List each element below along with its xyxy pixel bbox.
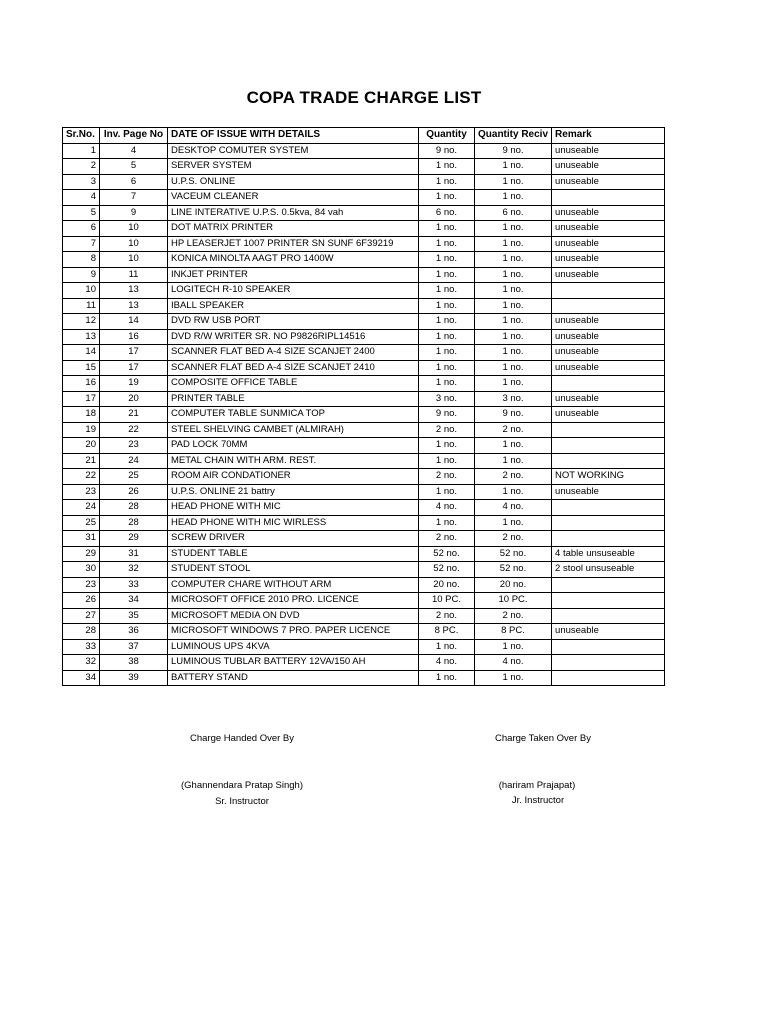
cell-remark: unuseable xyxy=(552,267,665,283)
table-row xyxy=(63,391,665,407)
cell-sr-no: 1 xyxy=(63,143,100,159)
cell-inv-page-no: 17 xyxy=(100,360,168,376)
table-row xyxy=(63,500,665,516)
cell-inv-page-no: 37 xyxy=(100,639,168,655)
table-row xyxy=(63,298,665,314)
cell-details: SCANNER FLAT BED A-4 SIZE SCANJET 2400 xyxy=(168,345,419,361)
table-row xyxy=(63,655,665,671)
cell-remark: unuseable xyxy=(552,314,665,330)
cell-inv-page-no: 10 xyxy=(100,236,168,252)
cell-sr-no: 22 xyxy=(63,469,100,485)
cell-sr-no: 6 xyxy=(63,221,100,237)
table-row xyxy=(63,484,665,500)
cell-sr-no: 33 xyxy=(63,639,100,655)
cell-quantity-received: 9 no. xyxy=(475,143,552,159)
cell-inv-page-no: 32 xyxy=(100,562,168,578)
cell-sr-no: 21 xyxy=(63,453,100,469)
cell-quantity: 2 no. xyxy=(419,608,475,624)
cell-quantity-received: 1 no. xyxy=(475,453,552,469)
cell-quantity-received: 3 no. xyxy=(475,391,552,407)
cell-sr-no: 30 xyxy=(63,562,100,578)
cell-details: COMPUTER CHARE WITHOUT ARM xyxy=(168,577,419,593)
cell-inv-page-no: 25 xyxy=(100,469,168,485)
cell-remark: unuseable xyxy=(552,143,665,159)
cell-quantity: 1 no. xyxy=(419,345,475,361)
cell-remark: unuseable xyxy=(552,174,665,190)
cell-inv-page-no: 34 xyxy=(100,593,168,609)
cell-remark xyxy=(552,531,665,547)
cell-details: COMPOSITE OFFICE TABLE xyxy=(168,376,419,392)
cell-quantity-received: 4 no. xyxy=(475,500,552,516)
cell-remark xyxy=(552,438,665,454)
cell-sr-no: 4 xyxy=(63,190,100,206)
cell-quantity: 1 no. xyxy=(419,252,475,268)
cell-quantity: 1 no. xyxy=(419,670,475,686)
cell-sr-no: 31 xyxy=(63,531,100,547)
cell-details: KONICA MINOLTA AAGT PRO 1400W xyxy=(168,252,419,268)
table-row xyxy=(63,531,665,547)
cell-sr-no: 3 xyxy=(63,174,100,190)
cell-quantity: 1 no. xyxy=(419,438,475,454)
cell-sr-no: 11 xyxy=(63,298,100,314)
table-row xyxy=(63,283,665,299)
table-row xyxy=(63,546,665,562)
cell-details: VACEUM CLEANER xyxy=(168,190,419,206)
cell-quantity-received: 1 no. xyxy=(475,252,552,268)
cell-remark: unuseable xyxy=(552,484,665,500)
cell-details: LUMINOUS UPS 4KVA xyxy=(168,639,419,655)
cell-quantity: 1 no. xyxy=(419,515,475,531)
cell-remark xyxy=(552,500,665,516)
cell-details: BATTERY STAND xyxy=(168,670,419,686)
cell-details: LOGITECH R-10 SPEAKER xyxy=(168,283,419,299)
cell-quantity-received: 1 no. xyxy=(475,190,552,206)
cell-quantity-received: 8 PC. xyxy=(475,624,552,640)
cell-sr-no: 17 xyxy=(63,391,100,407)
cell-remark xyxy=(552,453,665,469)
cell-quantity: 1 no. xyxy=(419,298,475,314)
cell-details: SCANNER FLAT BED A-4 SIZE SCANJET 2410 xyxy=(168,360,419,376)
table-header-row xyxy=(63,128,665,144)
header-inv-page-no: Inv. Page No xyxy=(100,128,168,144)
cell-quantity: 20 no. xyxy=(419,577,475,593)
table-row xyxy=(63,469,665,485)
cell-details: DOT MATRIX PRINTER xyxy=(168,221,419,237)
cell-details: COMPUTER TABLE SUNMICA TOP xyxy=(168,407,419,423)
cell-sr-no: 2 xyxy=(63,159,100,175)
cell-details: STUDENT STOOL xyxy=(168,562,419,578)
cell-remark: unuseable xyxy=(552,360,665,376)
table-row xyxy=(63,329,665,345)
cell-quantity: 4 no. xyxy=(419,655,475,671)
table-row xyxy=(63,593,665,609)
cell-quantity: 52 no. xyxy=(419,562,475,578)
cell-details: PAD LOCK 70MM xyxy=(168,438,419,454)
cell-inv-page-no: 17 xyxy=(100,345,168,361)
cell-details: MICROSOFT WINDOWS 7 PRO. PAPER LICENCE xyxy=(168,624,419,640)
cell-remark xyxy=(552,593,665,609)
cell-details: HP LEASERJET 1007 PRINTER SN SUNF 6F39219 xyxy=(168,236,419,252)
cell-quantity-received: 1 no. xyxy=(475,314,552,330)
cell-details: U.P.S. ONLINE xyxy=(168,174,419,190)
table-row xyxy=(63,314,665,330)
cell-inv-page-no: 6 xyxy=(100,174,168,190)
cell-inv-page-no: 24 xyxy=(100,453,168,469)
charge-handed-label: Charge Handed Over By xyxy=(189,733,295,744)
cell-quantity-received: 1 no. xyxy=(475,159,552,175)
cell-sr-no: 28 xyxy=(63,624,100,640)
cell-details: DVD R/W WRITER SR. NO P9826RIPL14516 xyxy=(168,329,419,345)
cell-details: MICROSOFT MEDIA ON DVD xyxy=(168,608,419,624)
cell-inv-page-no: 33 xyxy=(100,577,168,593)
cell-remark xyxy=(552,422,665,438)
cell-quantity-received: 20 no. xyxy=(475,577,552,593)
cell-inv-page-no: 9 xyxy=(100,205,168,221)
table-row xyxy=(63,577,665,593)
cell-quantity: 1 no. xyxy=(419,221,475,237)
cell-sr-no: 34 xyxy=(63,670,100,686)
table-row xyxy=(63,205,665,221)
cell-quantity: 3 no. xyxy=(419,391,475,407)
cell-quantity-received: 1 no. xyxy=(475,329,552,345)
cell-inv-page-no: 31 xyxy=(100,546,168,562)
table-row xyxy=(63,608,665,624)
cell-remark: 4 table unsuseable xyxy=(552,546,665,562)
cell-details: DVD RW USB PORT xyxy=(168,314,419,330)
cell-inv-page-no: 22 xyxy=(100,422,168,438)
cell-inv-page-no: 20 xyxy=(100,391,168,407)
cell-remark: unuseable xyxy=(552,252,665,268)
cell-sr-no: 23 xyxy=(63,484,100,500)
cell-sr-no: 25 xyxy=(63,515,100,531)
cell-inv-page-no: 39 xyxy=(100,670,168,686)
table-row xyxy=(63,624,665,640)
cell-inv-page-no: 13 xyxy=(100,283,168,299)
cell-inv-page-no: 5 xyxy=(100,159,168,175)
cell-remark: unuseable xyxy=(552,407,665,423)
cell-details: MICROSOFT OFFICE 2010 PRO. LICENCE xyxy=(168,593,419,609)
cell-quantity: 1 no. xyxy=(419,453,475,469)
cell-quantity: 9 no. xyxy=(419,407,475,423)
cell-remark: unuseable xyxy=(552,159,665,175)
table-row xyxy=(63,515,665,531)
table-row xyxy=(63,190,665,206)
cell-remark: unuseable xyxy=(552,624,665,640)
cell-inv-page-no: 36 xyxy=(100,624,168,640)
cell-inv-page-no: 14 xyxy=(100,314,168,330)
cell-quantity: 1 no. xyxy=(419,329,475,345)
cell-quantity: 8 PC. xyxy=(419,624,475,640)
cell-details: LINE INTERATIVE U.P.S. 0.5kva, 84 vah xyxy=(168,205,419,221)
cell-remark xyxy=(552,190,665,206)
cell-quantity: 1 no. xyxy=(419,314,475,330)
table-row xyxy=(63,159,665,175)
cell-sr-no: 10 xyxy=(63,283,100,299)
cell-details: ROOM AIR CONDATIONER xyxy=(168,469,419,485)
table-row xyxy=(63,221,665,237)
cell-remark xyxy=(552,608,665,624)
cell-sr-no: 7 xyxy=(63,236,100,252)
charge-list-table xyxy=(62,127,665,686)
cell-quantity: 2 no. xyxy=(419,531,475,547)
cell-quantity: 2 no. xyxy=(419,469,475,485)
cell-sr-no: 18 xyxy=(63,407,100,423)
cell-quantity: 1 no. xyxy=(419,190,475,206)
table-row xyxy=(63,407,665,423)
cell-sr-no: 16 xyxy=(63,376,100,392)
cell-quantity-received: 1 no. xyxy=(475,484,552,500)
cell-remark: unuseable xyxy=(552,329,665,345)
cell-quantity-received: 1 no. xyxy=(475,670,552,686)
cell-details: SERVER SYSTEM xyxy=(168,159,419,175)
cell-sr-no: 20 xyxy=(63,438,100,454)
cell-quantity: 1 no. xyxy=(419,484,475,500)
cell-quantity-received: 52 no. xyxy=(475,562,552,578)
cell-quantity: 2 no. xyxy=(419,422,475,438)
cell-sr-no: 19 xyxy=(63,422,100,438)
cell-quantity-received: 1 no. xyxy=(475,345,552,361)
cell-sr-no: 27 xyxy=(63,608,100,624)
cell-quantity: 1 no. xyxy=(419,236,475,252)
cell-inv-page-no: 19 xyxy=(100,376,168,392)
cell-quantity-received: 1 no. xyxy=(475,360,552,376)
cell-quantity-received: 1 no. xyxy=(475,298,552,314)
table-row xyxy=(63,143,665,159)
table-row xyxy=(63,562,665,578)
cell-quantity: 1 no. xyxy=(419,267,475,283)
cell-inv-page-no: 38 xyxy=(100,655,168,671)
cell-sr-no: 8 xyxy=(63,252,100,268)
cell-inv-page-no: 28 xyxy=(100,515,168,531)
table-row xyxy=(63,438,665,454)
cell-sr-no: 26 xyxy=(63,593,100,609)
table-row xyxy=(63,174,665,190)
cell-sr-no: 9 xyxy=(63,267,100,283)
cell-sr-no: 15 xyxy=(63,360,100,376)
table-row xyxy=(63,236,665,252)
table-row xyxy=(63,376,665,392)
header-remark: Remark xyxy=(552,128,665,144)
cell-quantity: 1 no. xyxy=(419,159,475,175)
cell-quantity-received: 52 no. xyxy=(475,546,552,562)
table-row xyxy=(63,345,665,361)
cell-quantity-received: 1 no. xyxy=(475,236,552,252)
cell-quantity-received: 1 no. xyxy=(475,438,552,454)
cell-inv-page-no: 7 xyxy=(100,190,168,206)
cell-inv-page-no: 21 xyxy=(100,407,168,423)
cell-quantity-received: 1 no. xyxy=(475,221,552,237)
cell-remark xyxy=(552,577,665,593)
cell-remark xyxy=(552,639,665,655)
table-row xyxy=(63,267,665,283)
cell-quantity: 6 no. xyxy=(419,205,475,221)
cell-details: STEEL SHELVING CAMBET (ALMIRAH) xyxy=(168,422,419,438)
header-details: DATE OF ISSUE WITH DETAILS xyxy=(168,128,419,144)
cell-details: HEAD PHONE WITH MIC WIRLESS xyxy=(168,515,419,531)
cell-quantity: 1 no. xyxy=(419,174,475,190)
cell-quantity: 1 no. xyxy=(419,639,475,655)
cell-sr-no: 12 xyxy=(63,314,100,330)
table-body xyxy=(63,143,665,686)
cell-inv-page-no: 23 xyxy=(100,438,168,454)
cell-details: IBALL SPEAKER xyxy=(168,298,419,314)
cell-details: HEAD PHONE WITH MIC xyxy=(168,500,419,516)
cell-inv-page-no: 11 xyxy=(100,267,168,283)
header-quantity-received: Quantity Reciv xyxy=(475,128,552,144)
cell-quantity: 4 no. xyxy=(419,500,475,516)
cell-quantity-received: 9 no. xyxy=(475,407,552,423)
cell-quantity-received: 1 no. xyxy=(475,376,552,392)
cell-quantity-received: 4 no. xyxy=(475,655,552,671)
cell-sr-no: 23 xyxy=(63,577,100,593)
cell-sr-no: 29 xyxy=(63,546,100,562)
cell-inv-page-no: 10 xyxy=(100,221,168,237)
cell-quantity-received: 2 no. xyxy=(475,469,552,485)
cell-inv-page-no: 13 xyxy=(100,298,168,314)
cell-inv-page-no: 28 xyxy=(100,500,168,516)
cell-quantity-received: 2 no. xyxy=(475,422,552,438)
table-row xyxy=(63,360,665,376)
page-title: COPA TRADE CHARGE LIST xyxy=(246,88,482,107)
cell-remark xyxy=(552,670,665,686)
cell-details: U.P.S. ONLINE 21 battry xyxy=(168,484,419,500)
header-sr-no: Sr.No. xyxy=(63,128,100,144)
cell-remark xyxy=(552,655,665,671)
cell-remark: unuseable xyxy=(552,205,665,221)
cell-remark: 2 stool unsuseable xyxy=(552,562,665,578)
cell-inv-page-no: 26 xyxy=(100,484,168,500)
cell-inv-page-no: 10 xyxy=(100,252,168,268)
taken-over-name: (hariram Prajapat) xyxy=(498,780,576,791)
cell-sr-no: 13 xyxy=(63,329,100,345)
cell-sr-no: 32 xyxy=(63,655,100,671)
cell-quantity-received: 1 no. xyxy=(475,639,552,655)
table-row xyxy=(63,453,665,469)
handed-over-name: (Ghannendara Pratap Singh) xyxy=(181,780,303,791)
cell-quantity-received: 1 no. xyxy=(475,283,552,299)
cell-remark xyxy=(552,298,665,314)
cell-sr-no: 24 xyxy=(63,500,100,516)
cell-details: SCREW DRIVER xyxy=(168,531,419,547)
cell-details: LUMINOUS TUBLAR BATTERY 12VA/150 AH xyxy=(168,655,419,671)
cell-quantity: 9 no. xyxy=(419,143,475,159)
cell-inv-page-no: 16 xyxy=(100,329,168,345)
table-row xyxy=(63,639,665,655)
table-row xyxy=(63,252,665,268)
cell-quantity-received: 2 no. xyxy=(475,608,552,624)
cell-quantity-received: 10 PC. xyxy=(475,593,552,609)
cell-inv-page-no: 35 xyxy=(100,608,168,624)
cell-details: INKJET PRINTER xyxy=(168,267,419,283)
cell-quantity-received: 6 no. xyxy=(475,205,552,221)
handed-over-role: Sr. Instructor xyxy=(215,796,269,807)
table-row xyxy=(63,670,665,686)
cell-remark: unuseable xyxy=(552,221,665,237)
cell-sr-no: 14 xyxy=(63,345,100,361)
cell-details: PRINTER TABLE xyxy=(168,391,419,407)
cell-details: DESKTOP COMUTER SYSTEM xyxy=(168,143,419,159)
cell-quantity-received: 2 no. xyxy=(475,531,552,547)
cell-details: STUDENT TABLE xyxy=(168,546,419,562)
cell-quantity-received: 1 no. xyxy=(475,174,552,190)
cell-remark: unuseable xyxy=(552,345,665,361)
taken-over-role: Jr. Instructor xyxy=(511,795,565,806)
cell-inv-page-no: 4 xyxy=(100,143,168,159)
cell-quantity-received: 1 no. xyxy=(475,267,552,283)
cell-quantity: 1 no. xyxy=(419,376,475,392)
cell-remark: unuseable xyxy=(552,236,665,252)
cell-remark: NOT WORKING xyxy=(552,469,665,485)
cell-remark xyxy=(552,376,665,392)
cell-quantity: 1 no. xyxy=(419,360,475,376)
cell-remark xyxy=(552,515,665,531)
cell-details: METAL CHAIN WITH ARM. REST. xyxy=(168,453,419,469)
cell-remark xyxy=(552,283,665,299)
cell-remark: unuseable xyxy=(552,391,665,407)
cell-sr-no: 5 xyxy=(63,205,100,221)
cell-quantity: 52 no. xyxy=(419,546,475,562)
cell-quantity-received: 1 no. xyxy=(475,515,552,531)
cell-inv-page-no: 29 xyxy=(100,531,168,547)
table-row xyxy=(63,422,665,438)
cell-quantity: 1 no. xyxy=(419,283,475,299)
header-quantity: Quantity xyxy=(419,128,475,144)
charge-taken-label: Charge Taken Over By xyxy=(495,733,591,744)
cell-quantity: 10 PC. xyxy=(419,593,475,609)
